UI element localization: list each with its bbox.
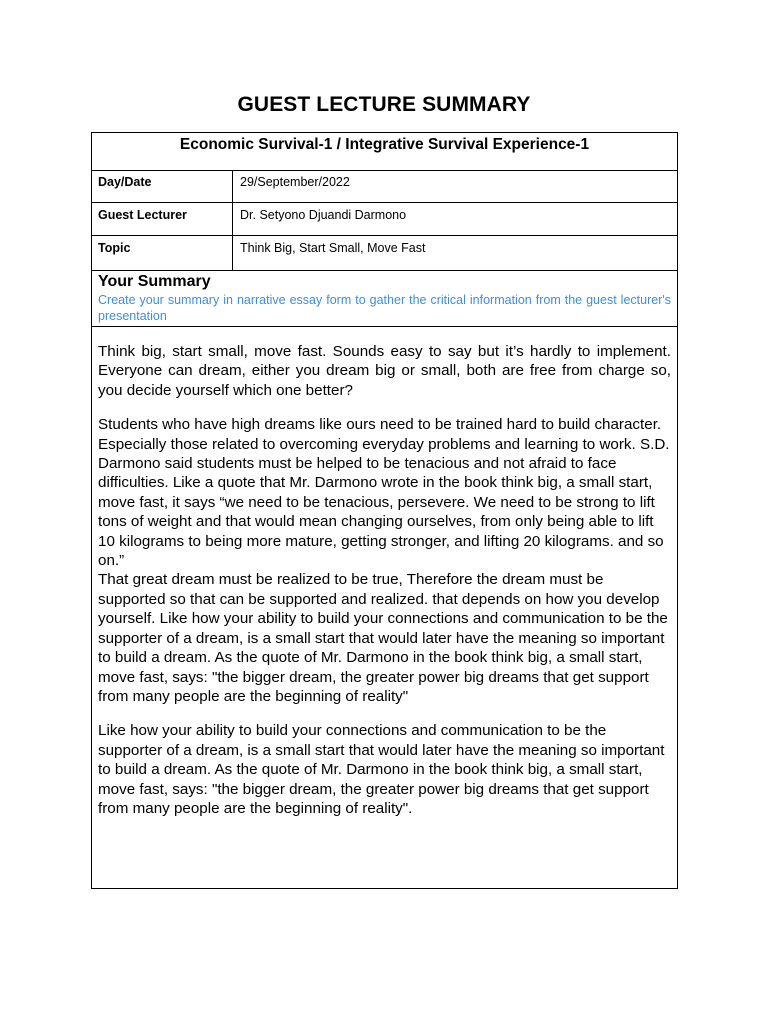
summary-paragraph: That great dream must be realized to be true, Therefore the dream must be supported so that can be supported and realized. that depends on how you develop yourself. Like how your ability to build your connections and communication to be the supporter of a dream, is a small start that would later have the meaning so important to build a dream. As the quote of Mr. Darmono in the book think big, a small start, move fast, says: "the bigger dream, the greater power big dreams that get support from many people are the beginning of reality" <box>98 571 668 705</box>
guest-lecturer-row <box>92 203 677 236</box>
guest-lecturer-value: Dr. Setyono Djuandi Darmono <box>240 208 407 222</box>
day-date-label: Day/Date <box>92 170 233 202</box>
summary-body <box>92 326 677 888</box>
guest-lecturer-label: Guest Lecturer <box>92 203 233 235</box>
summary-paragraph: Students who have high dreams like ours need to be trained hard to build character. Especially those related to overcoming everyday problems and learning to work. S.D. Darmono said students must be helped to be tenacious and not afraid to face difficulties. Like a quote that Mr. Darmono wrote in the book think big, a small start, move fast, it says “we need to be tenacious, persevere. We need to be strong to lift tons of weight and that would mean changing ourselves, from only being able to lift 10 kilograms to being more mature, getting stronger, and lifting 20 kilograms. and so on.” <box>98 416 670 570</box>
day-date-row <box>92 170 677 203</box>
summary-paragraph: Like how your ability to build your connections and communication to be the supporter of a dream, is a small start that would later have the meaning so important to build a dream. As the quote of Mr. Darmono in the book think big, a small start, move fast, says: "the bigger dream, the greater power big dreams that get support from many people are the beginning of reality". <box>98 722 665 817</box>
summary-instructions: Create your summary in narrative essay form to gather the critical information from the guest lecturer's presentation <box>98 293 671 323</box>
summary-paragraph: Think big, start small, move fast. Sounds easy to say but it’s hardly to implement. Everyone can dream, either you dream big or small, both are free from charge so, you decide yourself which one better? <box>98 343 671 399</box>
lecture-summary-form <box>91 132 678 889</box>
document-title: GUEST LECTURE SUMMARY <box>237 93 531 116</box>
summary-heading: Your Summary <box>98 273 211 290</box>
summary-header-row <box>92 270 677 327</box>
topic-label: Topic <box>92 236 233 270</box>
topic-value: Think Big, Start Small, Move Fast <box>240 241 426 255</box>
day-date-value: 29/September/2022 <box>240 175 350 189</box>
form-header: Economic Survival-1 / Integrative Survival Experience-1 <box>92 133 677 171</box>
topic-row <box>92 236 677 271</box>
